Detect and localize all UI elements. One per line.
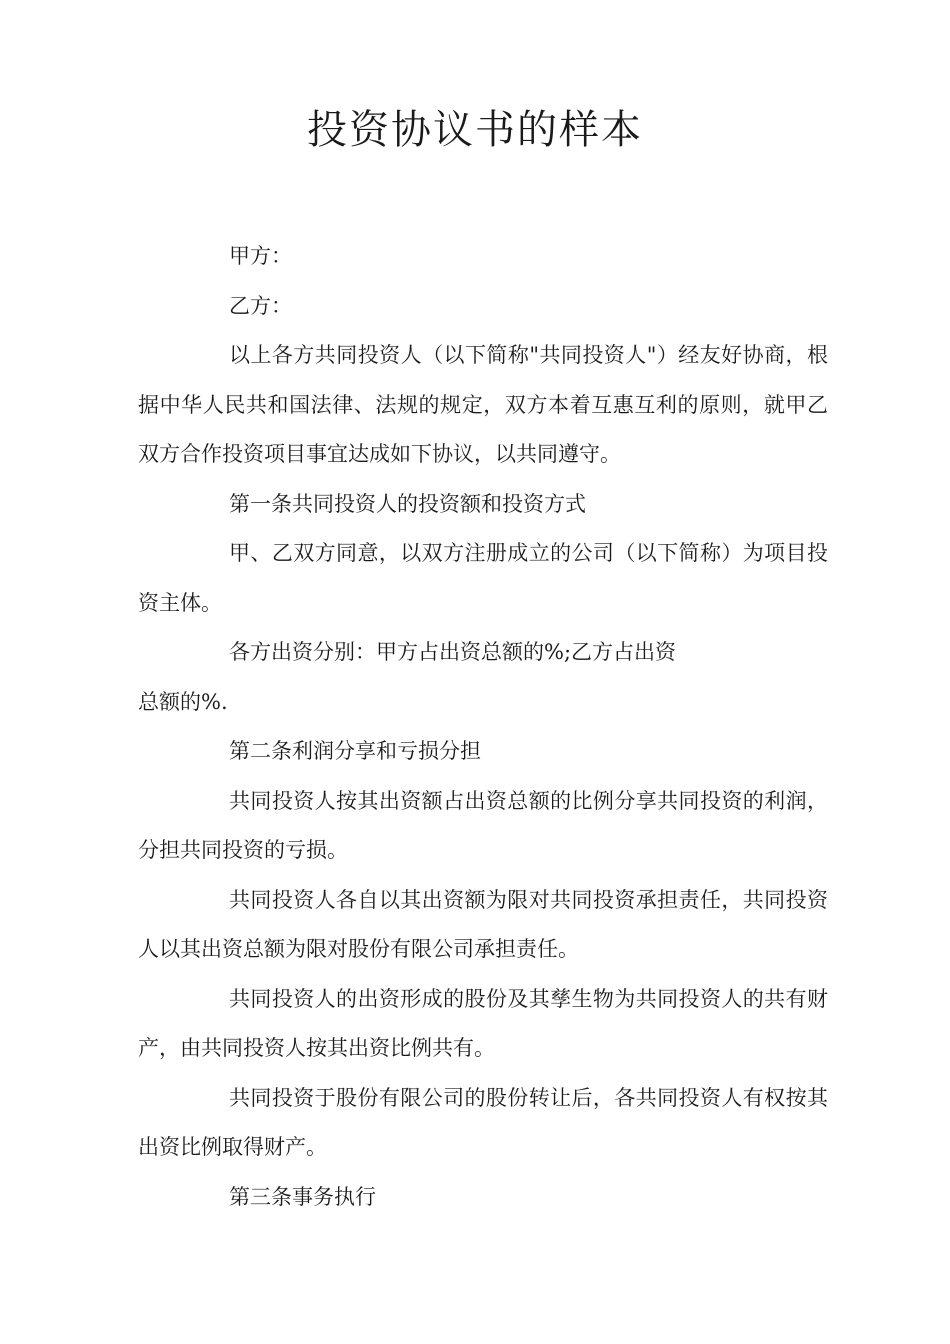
article-1-paragraph-2-continued: 总额的%. bbox=[138, 689, 228, 714]
article-2-heading: 第二条利润分享和亏损分担 bbox=[229, 739, 481, 763]
document-title: 投资协议书的样本 bbox=[307, 107, 643, 153]
article-2-paragraph-2: 共同投资人各自以其出资额为限对共同投资承担责任，共同投资人以其出资总额为限对股份有限公司承担责任。 bbox=[138, 887, 828, 961]
article-3-heading: 第三条事务执行 bbox=[229, 1184, 376, 1209]
article-1-paragraph-1: 甲、乙双方同意，以双方注册成立的公司（以下简称）为项目投资主体。 bbox=[138, 541, 828, 615]
article-1-paragraph-2: 各方出资分别：甲方占出资总额的%;乙方占出资 bbox=[229, 640, 677, 664]
article-2-paragraph-1: 共同投资人按其出资额占出资总额的比例分享共同投资的利润，分担共同投资的亏损。 bbox=[138, 788, 828, 862]
document-body bbox=[138, 232, 828, 1222]
party-a-line: 甲方： bbox=[229, 244, 292, 268]
article-2-paragraph-4: 共同投资于股份有限公司的股份转让后，各共同投资人有权按其出资比例取得财产。 bbox=[138, 1085, 828, 1159]
party-b-line: 乙方： bbox=[229, 293, 292, 318]
article-2-paragraph-3: 共同投资人的出资形成的股份及其孳生物为共同投资人的共有财产，由共同投资人按其出资比例共有。 bbox=[138, 986, 828, 1060]
article-1-heading: 第一条共同投资人的投资额和投资方式 bbox=[229, 491, 586, 516]
preamble-paragraph: 以上各方共同投资人（以下简称"共同投资人"）经友好协商，根据中华人民共和国法律、法规的规定，双方本着互惠互利的原则，就甲乙双方合作投资项目事宜达成如下协议，以共同遵守。 bbox=[138, 343, 828, 466]
